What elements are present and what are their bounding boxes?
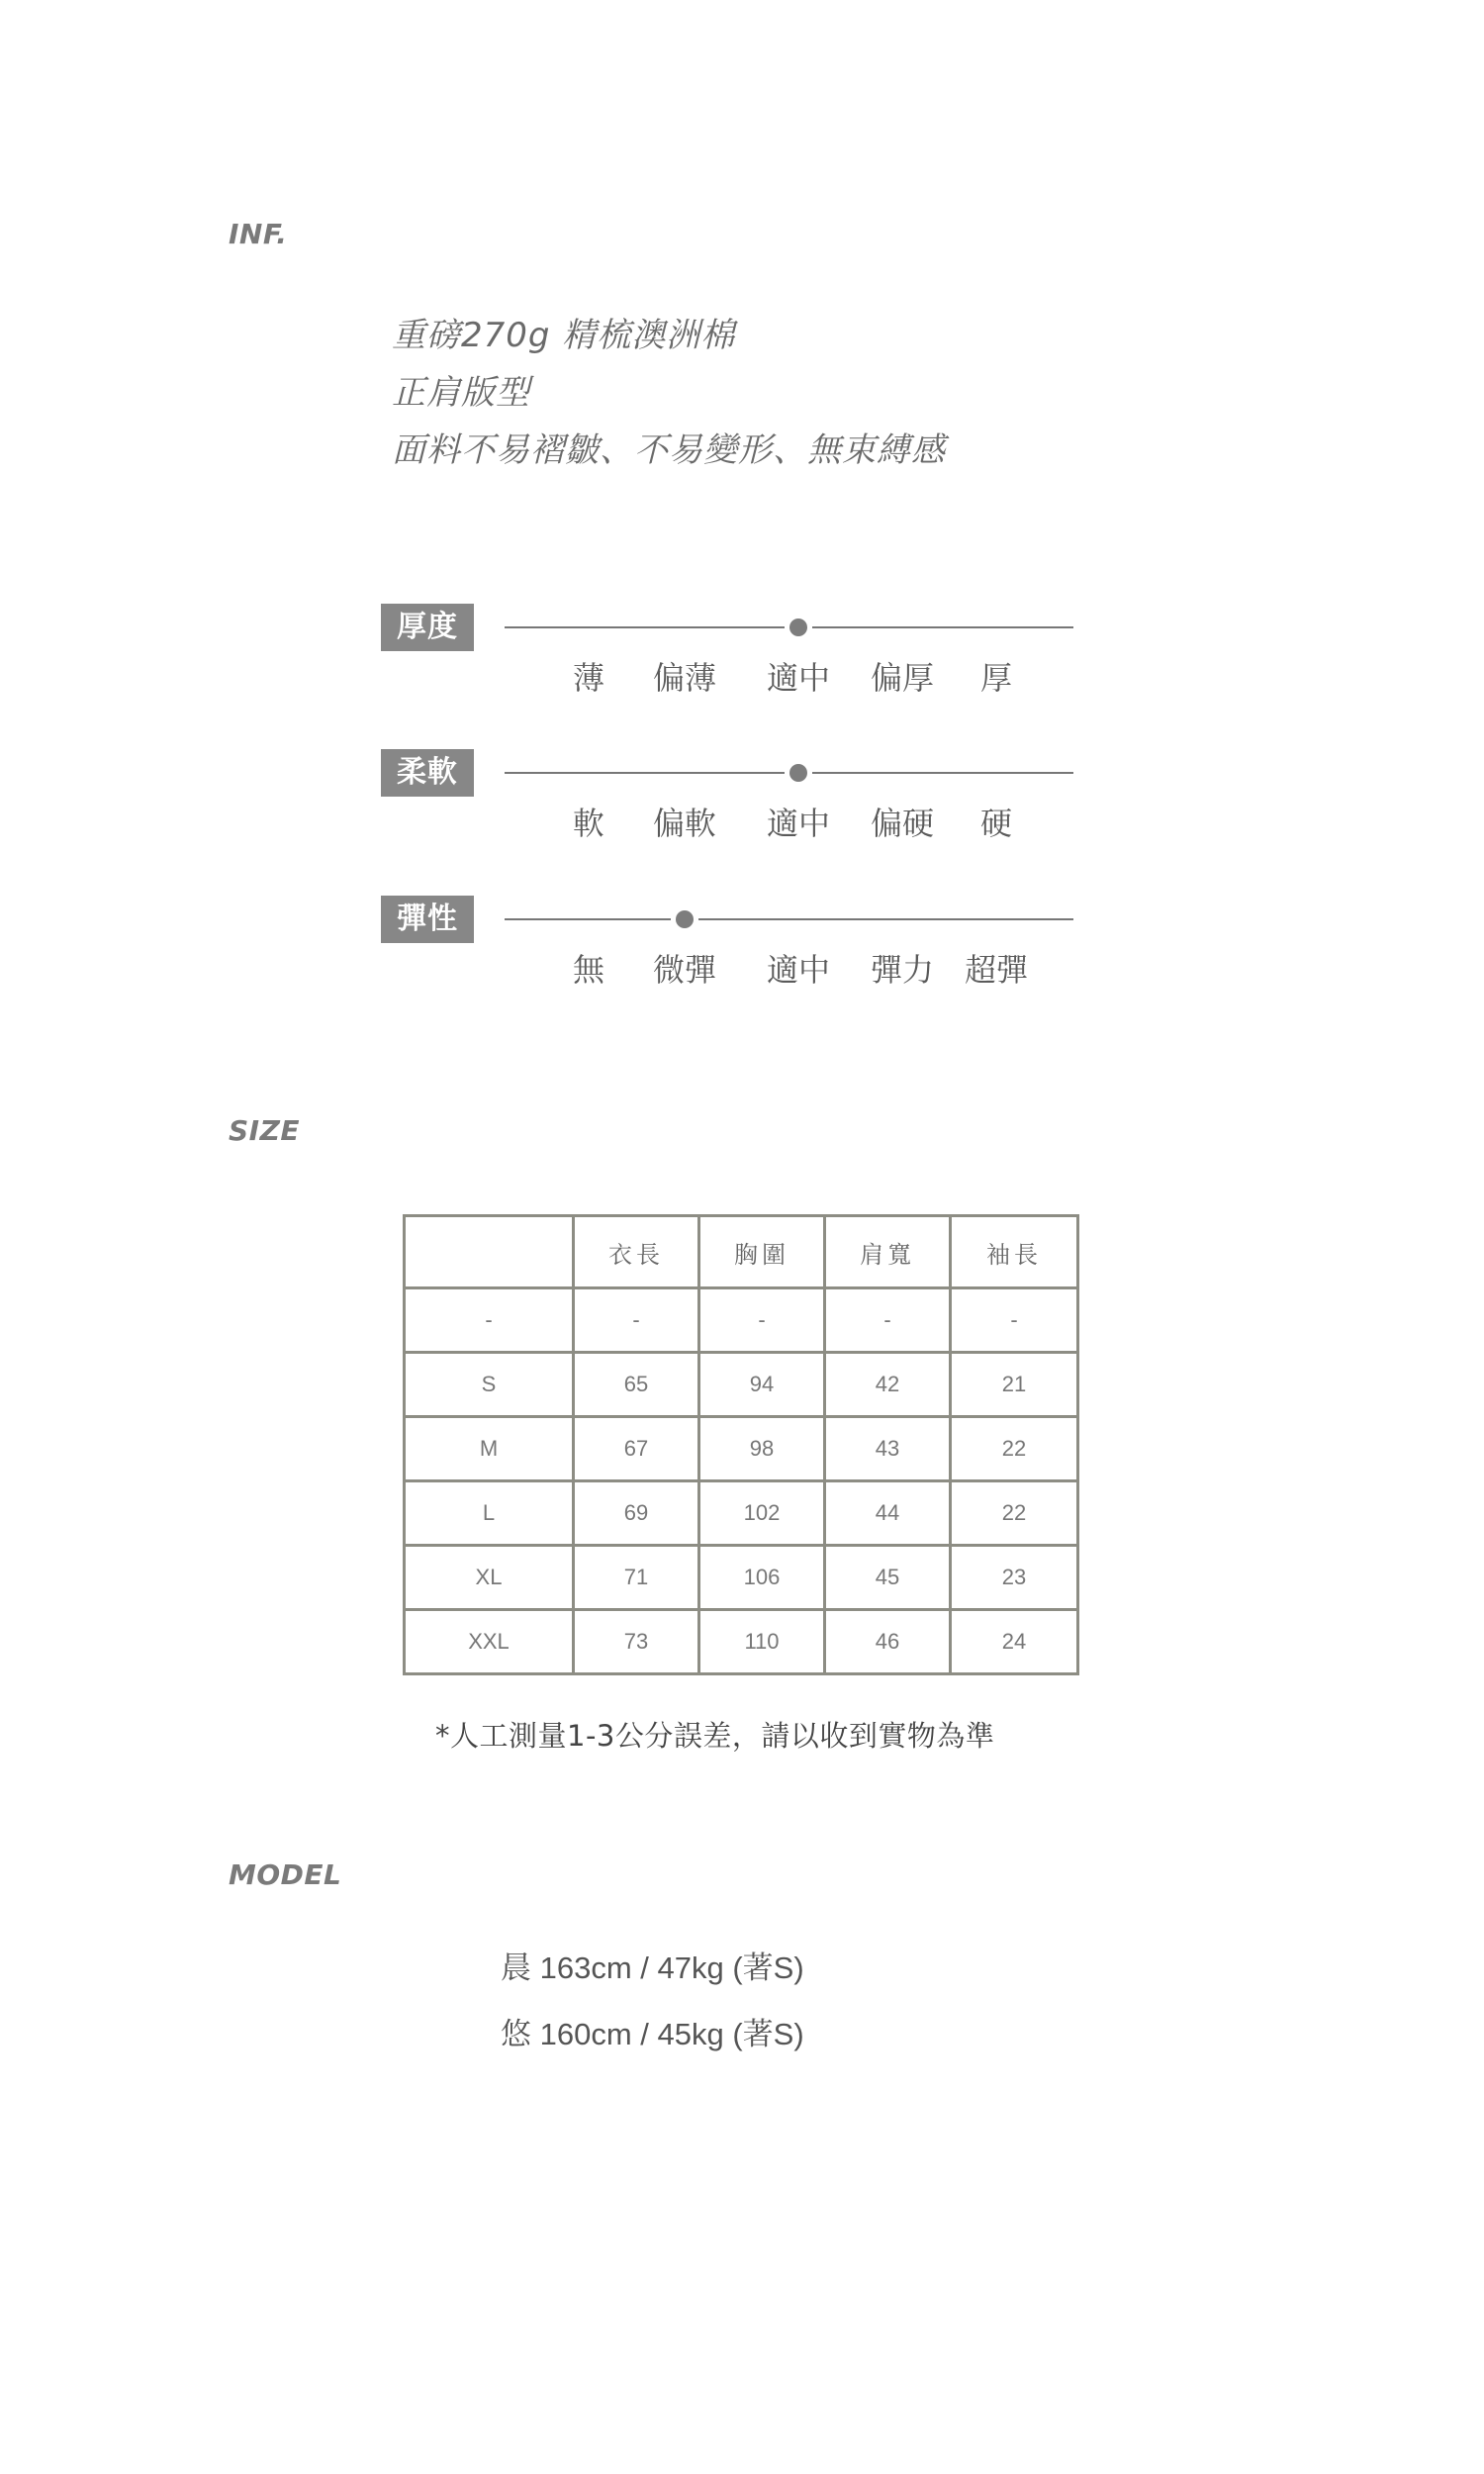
table-cell: S xyxy=(405,1353,574,1417)
table-cell: 43 xyxy=(825,1417,951,1481)
scale-line xyxy=(505,772,785,774)
table-header-row xyxy=(405,1216,1078,1288)
table-row xyxy=(405,1288,1078,1353)
table-header-cell: 胸圍 xyxy=(699,1216,825,1288)
table-cell: 46 xyxy=(825,1610,951,1674)
model-line: 悠 160cm / 45kg (著S) xyxy=(501,2017,804,2051)
table-cell: 24 xyxy=(951,1610,1078,1674)
table-cell: 22 xyxy=(951,1417,1078,1481)
table-cell: - xyxy=(825,1288,951,1353)
table-header-cell xyxy=(405,1216,574,1288)
scale-label: 厚 xyxy=(979,659,1013,697)
size-note: *人工測量1-3公分誤差，請以收到實物為準 xyxy=(435,1719,995,1753)
scale-label: 適中 xyxy=(766,805,831,842)
scale-label: 微彈 xyxy=(652,951,717,989)
table-cell: - xyxy=(951,1288,1078,1353)
table-row xyxy=(405,1610,1078,1674)
table-row xyxy=(405,1481,1078,1546)
table-cell: L xyxy=(405,1481,574,1546)
scale-label: 適中 xyxy=(766,951,831,989)
scale-label: 偏薄 xyxy=(652,659,717,697)
info-heading: INF. xyxy=(229,218,288,250)
table-cell: 67 xyxy=(574,1417,699,1481)
scale-label: 薄 xyxy=(572,659,605,697)
scale-label: 無 xyxy=(572,951,605,989)
scale-label: 硬 xyxy=(979,805,1013,842)
table-cell: 94 xyxy=(699,1353,825,1417)
scale-indicator-dot xyxy=(676,910,694,928)
elasticity-scale xyxy=(381,896,1083,1014)
table-row xyxy=(405,1353,1078,1417)
table-cell: 71 xyxy=(574,1546,699,1610)
table-cell: - xyxy=(405,1288,574,1353)
scale-indicator-dot xyxy=(789,618,807,636)
size-heading: SIZE xyxy=(229,1114,301,1147)
table-cell: M xyxy=(405,1417,574,1481)
table-cell: XXL xyxy=(405,1610,574,1674)
table-cell: 69 xyxy=(574,1481,699,1546)
info-lines xyxy=(392,307,946,479)
table-cell: 21 xyxy=(951,1353,1078,1417)
scale-line xyxy=(505,918,671,920)
table-cell: - xyxy=(574,1288,699,1353)
table-cell: 23 xyxy=(951,1546,1078,1610)
scale-line xyxy=(698,918,1073,920)
table-cell: 65 xyxy=(574,1353,699,1417)
table-row xyxy=(405,1546,1078,1610)
size-table xyxy=(403,1214,1079,1675)
scale-label: 偏軟 xyxy=(652,805,717,842)
scale-line xyxy=(812,772,1073,774)
table-cell: XL xyxy=(405,1546,574,1610)
table-cell: 73 xyxy=(574,1610,699,1674)
model-line: 晨 163cm / 47kg (著S) xyxy=(501,1951,804,1985)
table-cell: 102 xyxy=(699,1481,825,1546)
table-row xyxy=(405,1417,1078,1481)
scale-label: 偏厚 xyxy=(870,659,935,697)
table-cell: 106 xyxy=(699,1546,825,1610)
table-header-cell: 袖長 xyxy=(951,1216,1078,1288)
softness-badge: 柔軟 xyxy=(381,749,474,797)
scale-line xyxy=(812,626,1073,628)
scale-label: 彈力 xyxy=(870,951,935,989)
table-header-cell: 肩寬 xyxy=(825,1216,951,1288)
table-cell: - xyxy=(699,1288,825,1353)
scale-label: 軟 xyxy=(572,805,605,842)
info-line: 面料不易褶皺、不易變形、無束縛感 xyxy=(392,430,946,470)
scale-line xyxy=(505,626,785,628)
thickness-scale xyxy=(381,604,1083,722)
scale-label: 超彈 xyxy=(964,951,1029,989)
table-cell: 98 xyxy=(699,1417,825,1481)
table-cell: 42 xyxy=(825,1353,951,1417)
scale-label: 偏硬 xyxy=(870,805,935,842)
info-line: 正肩版型 xyxy=(392,373,530,413)
scale-indicator-dot xyxy=(789,764,807,782)
scale-label: 適中 xyxy=(766,659,831,697)
table-cell: 22 xyxy=(951,1481,1078,1546)
model-lines xyxy=(501,1935,804,2067)
table-cell: 110 xyxy=(699,1610,825,1674)
softness-scale xyxy=(381,749,1083,868)
table-cell: 45 xyxy=(825,1546,951,1610)
table-cell: 44 xyxy=(825,1481,951,1546)
table-header-cell: 衣長 xyxy=(574,1216,699,1288)
thickness-badge: 厚度 xyxy=(381,604,474,651)
model-heading: MODEL xyxy=(229,1858,342,1891)
info-line: 重磅270g 精梳澳洲棉 xyxy=(392,316,736,355)
elasticity-badge: 彈性 xyxy=(381,896,474,943)
